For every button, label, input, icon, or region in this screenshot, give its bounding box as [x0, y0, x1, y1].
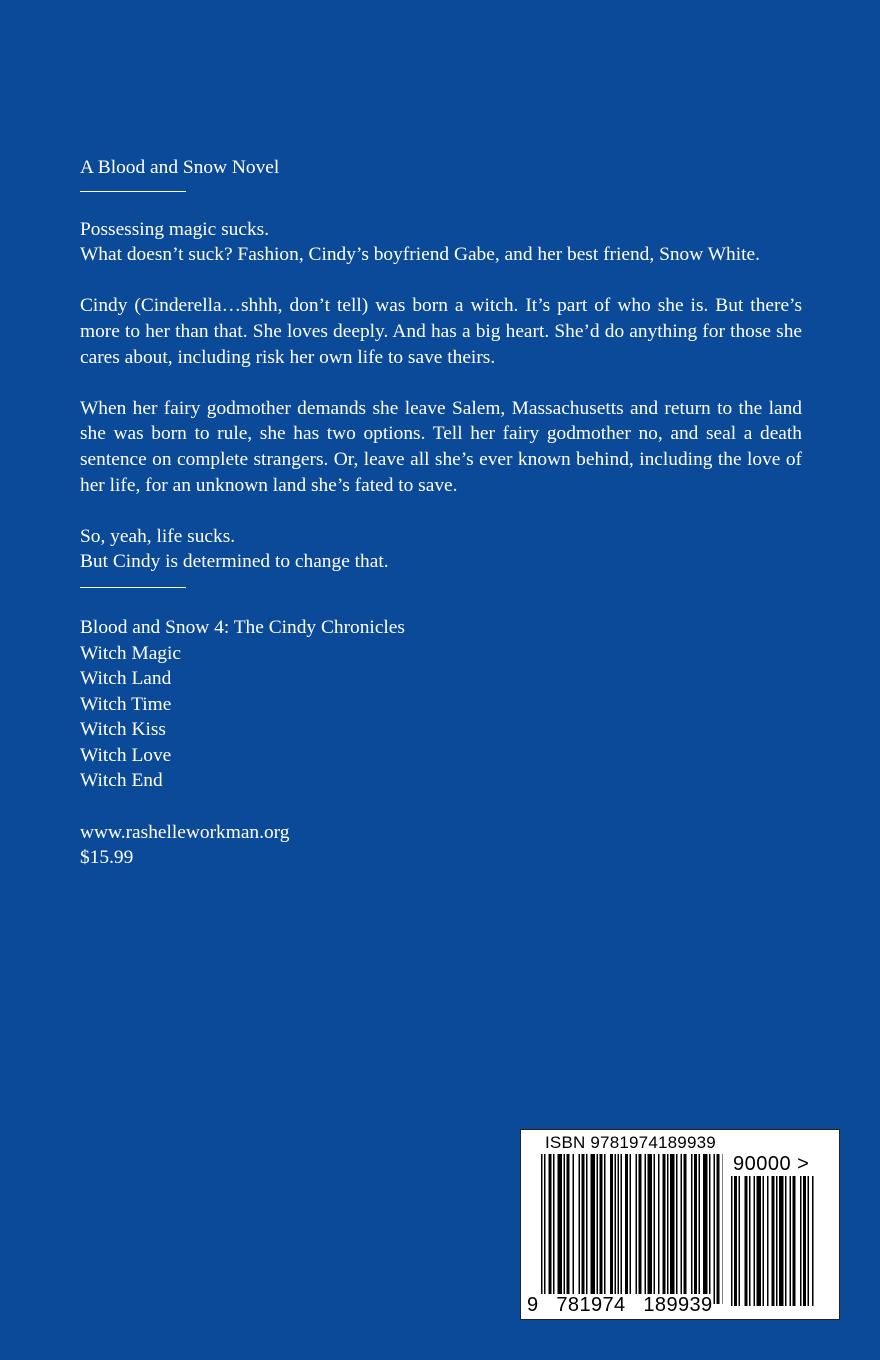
barcode-bar — [714, 1154, 716, 1304]
barcode-bar — [757, 1176, 762, 1306]
price-code: 90000 > — [733, 1153, 810, 1175]
barcode-bars — [541, 1154, 723, 1304]
cover-text — [80, 155, 802, 871]
blurb-paragraph-3: When her fairy godmother demands she leave Salem, Massachusetts and return to the land she was born to rule, she has two options. Tell her fairy godmother no, and seal a death sentence on complete strangers. Or, leave all she’s ever known behind, including the love of her life, for an unknown land she’s fated to save. — [80, 397, 802, 496]
divider-bottom — [80, 587, 186, 588]
barcode-bar — [691, 1154, 693, 1304]
barcode-bar — [544, 1154, 546, 1304]
barcode-bar — [579, 1154, 581, 1304]
isbn-barcode — [520, 1129, 840, 1320]
barcode-bar — [694, 1154, 697, 1304]
barcode-bar — [767, 1176, 769, 1306]
barcode-bar — [800, 1176, 802, 1306]
series-title: Blood and Snow 4: The Cindy Chronicles — [80, 616, 405, 638]
barcode-bar — [604, 1154, 606, 1304]
barcode-bar — [754, 1176, 756, 1306]
isbn-digits: 9 781974 189939 — [527, 1294, 713, 1316]
barcode-bar — [582, 1154, 585, 1304]
barcode-bar — [812, 1176, 814, 1306]
barcode-bar — [639, 1154, 642, 1304]
barcode-bar — [734, 1176, 737, 1306]
barcode-bar — [564, 1154, 566, 1304]
barcode-bar — [597, 1154, 599, 1304]
barcode-bar — [717, 1154, 720, 1304]
barcode-bar — [703, 1154, 708, 1304]
barcode-bar — [776, 1176, 778, 1306]
barcode-bar — [610, 1154, 613, 1304]
footer-info — [80, 820, 802, 871]
barcode-bar — [803, 1176, 806, 1306]
barcode-bar — [591, 1154, 596, 1304]
barcode-bar — [785, 1176, 787, 1306]
barcode-bar — [670, 1154, 675, 1304]
price: $15.99 — [80, 847, 134, 869]
barcode-bar — [790, 1176, 792, 1306]
book-list — [80, 615, 802, 794]
barcode-bar — [586, 1154, 588, 1304]
barcode-bar — [600, 1154, 603, 1304]
barcode-bar — [763, 1176, 765, 1306]
blurb-line: What doesn’t suck? Fashion, Cindy’s boyfriend Gabe, and her best friend, Snow White. — [80, 244, 760, 266]
barcode-bar — [663, 1154, 666, 1304]
barcode-bar — [658, 1154, 660, 1304]
book-title: Witch Magic — [80, 642, 181, 664]
barcode-bar — [553, 1154, 555, 1304]
isbn-label: ISBN 9781974189939 — [545, 1133, 716, 1152]
blurb-line: But Cindy is determined to change that. — [80, 551, 389, 573]
barcode-bar — [636, 1154, 638, 1304]
barcode-bar — [808, 1176, 810, 1306]
divider-top — [80, 191, 186, 192]
barcode-bar — [739, 1176, 741, 1306]
barcode-bar — [667, 1154, 669, 1304]
barcode-bar — [654, 1154, 656, 1304]
barcode-bar — [709, 1154, 711, 1304]
barcode-bar — [645, 1154, 647, 1304]
barcode-bar — [681, 1154, 683, 1304]
barcode-bar — [684, 1154, 687, 1304]
book-title: Witch End — [80, 770, 163, 792]
barcode-bar — [779, 1176, 784, 1306]
series-label: A Blood and Snow Novel — [80, 157, 280, 178]
barcode-bar — [676, 1154, 678, 1304]
barcode-bar — [549, 1154, 552, 1304]
barcode-bar — [541, 1154, 543, 1304]
blurb — [80, 217, 802, 575]
barcode-bar — [630, 1154, 632, 1304]
blurb-line: So, yeah, life sucks. — [80, 525, 236, 547]
blurb-line: Possessing magic sucks. — [80, 218, 270, 240]
barcode-bar — [618, 1154, 620, 1304]
barcode-bar — [749, 1176, 751, 1306]
barcode-bar — [648, 1154, 653, 1304]
blurb-paragraph-2: Cindy (Cinderella…shhh, don’t tell) was born a witch. It’s part of who she is. But there’s more to her than that. She loves deeply. And has a big heart. She’d do anything for those she cares about, including risk her own life to save theirs. — [80, 295, 802, 368]
addon-barcode-bars — [731, 1176, 821, 1306]
blurb-paragraph-4 — [80, 524, 802, 575]
website-url: www.rashelleworkman.org — [80, 821, 290, 843]
book-title: Witch Land — [80, 668, 172, 690]
blurb-paragraph-1 — [80, 217, 802, 268]
barcode-bar — [772, 1176, 775, 1306]
barcode-bar — [567, 1154, 570, 1304]
barcode-bar — [615, 1154, 617, 1304]
barcode-bar — [745, 1176, 748, 1306]
barcode-bar — [558, 1154, 563, 1304]
barcode-bar — [621, 1154, 623, 1304]
barcode-bar — [573, 1154, 575, 1304]
book-title: Witch Love — [80, 744, 172, 766]
barcode-bar — [625, 1154, 628, 1304]
barcode-bar — [731, 1176, 733, 1306]
book-title: Witch Time — [80, 693, 172, 715]
book-title: Witch Kiss — [80, 719, 166, 741]
barcode-bar — [699, 1154, 701, 1304]
barcode-bar — [723, 1154, 724, 1304]
barcode-bar — [793, 1176, 796, 1306]
